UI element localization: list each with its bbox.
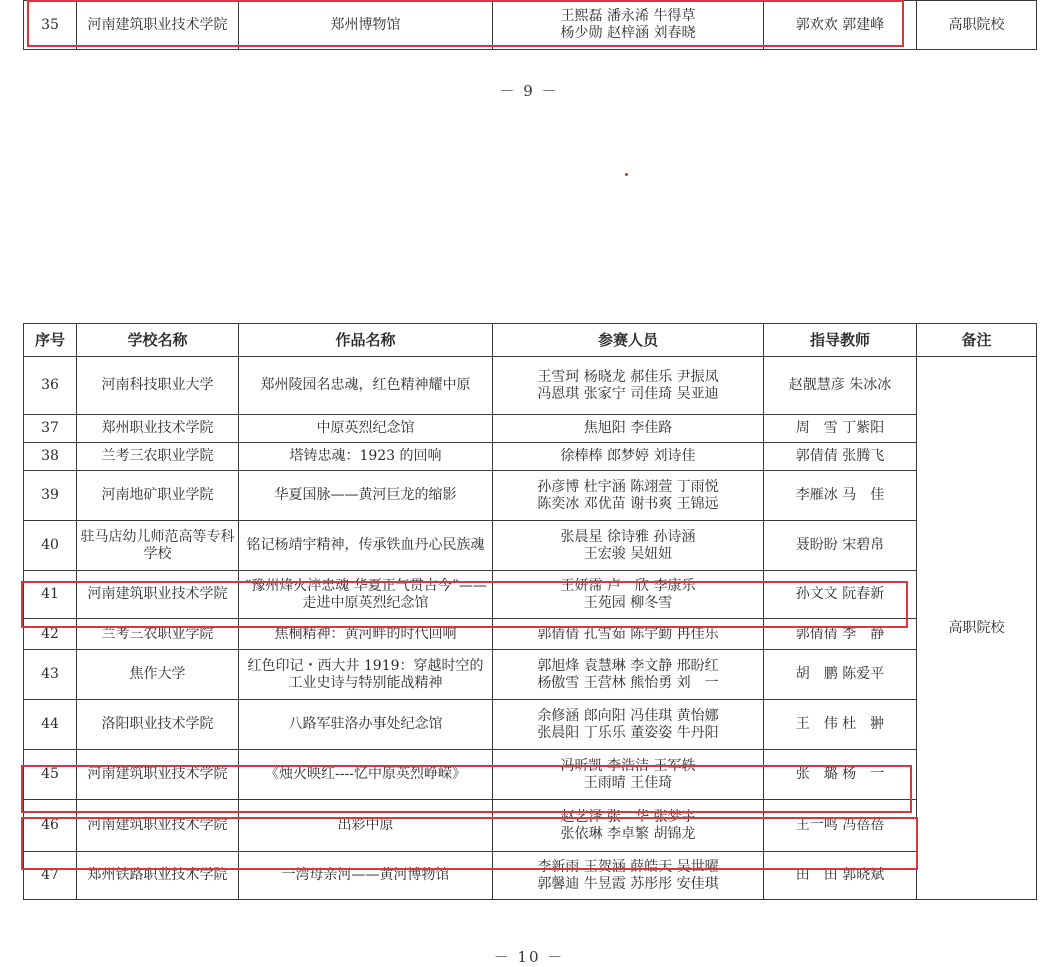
participants-line: 王宏骏 吴妞妞 [583, 545, 673, 562]
participants [493, 650, 764, 700]
school-name: 河南科技职业大学 [77, 357, 239, 415]
work-title: 《烛火映红----忆中原英烈峥嵘》 [239, 750, 493, 800]
page-number: － 10 － [493, 948, 565, 966]
header-participants: 参赛人员 [493, 324, 764, 357]
participants-line: 杨傲雪 王营林 熊怡勇 刘 一 [537, 674, 719, 691]
participants [493, 700, 764, 750]
school-name: 兰考三农职业学院 [77, 443, 239, 471]
instructors: 聂盼盼 宋碧帛 [764, 521, 917, 571]
header-remark: 备注 [917, 324, 1037, 357]
participants-line: 王妍霈 卢 欣 李康乐 [560, 577, 696, 594]
table-row [24, 619, 1037, 650]
participants-line: 张依琳 李卓繁 胡锦龙 [560, 825, 696, 842]
participants [493, 415, 764, 443]
row-number: 43 [24, 650, 77, 700]
row-number: 38 [24, 443, 77, 471]
participants-line: 冯昕凯 李浩洁 王军轶 [560, 757, 696, 774]
page-number: － 9 － [499, 82, 559, 100]
instructors: 郭欢欢 郭建峰 [764, 1, 917, 50]
remark: 高职院校 [917, 1, 1037, 50]
instructors: 郭倩倩 李 静 [764, 619, 917, 650]
award-table [23, 323, 1037, 900]
remark: 高职院校 [917, 357, 1037, 900]
header-instructors: 指导教师 [764, 324, 917, 357]
participants [493, 571, 764, 619]
table-row [24, 750, 1037, 800]
work-title: 出彩中原 [239, 800, 493, 852]
school-name: 兰考三农职业学院 [77, 619, 239, 650]
table-row [24, 357, 1037, 415]
participants-line: 李新雨 王贺涵 薛皓天 吴世曜 [537, 858, 719, 875]
work-title: 中原英烈纪念馆 [239, 415, 493, 443]
row-number: 40 [24, 521, 77, 571]
work-title: 华夏国脉——黄河巨龙的缩影 [239, 471, 493, 521]
work-title: 塔铸忠魂：1923 的回响 [239, 443, 493, 471]
row-number: 46 [24, 800, 77, 852]
table-row [24, 800, 1037, 852]
participants-line: 郭馨迪 牛昱霞 苏彤彤 安佳琪 [537, 875, 719, 892]
school-name: 河南建筑职业技术学院 [77, 750, 239, 800]
row-number: 45 [24, 750, 77, 800]
participants-line: 赵艺泽 张 华 张梦宇 [560, 808, 696, 825]
instructors: 王一鸣 冯蓓蓓 [764, 800, 917, 852]
school-name: 驻马店幼儿师范高等专科学校 [77, 521, 239, 571]
instructors: 李雁冰 马 佳 [764, 471, 917, 521]
work-title: 郑州陵园名忠魂，红色精神耀中原 [239, 357, 493, 415]
work-title: 焦桐精神：黄河畔的时代回响 [239, 619, 493, 650]
row-number: 36 [24, 357, 77, 415]
participants-line: 余修涵 郎向阳 冯佳琪 黄怡娜 [537, 707, 719, 724]
participants [493, 443, 764, 471]
work-title: 八路军驻洛办事处纪念馆 [239, 700, 493, 750]
school-name: 河南建筑职业技术学院 [77, 1, 239, 50]
table-row [24, 415, 1037, 443]
row-number: 37 [24, 415, 77, 443]
previous-page-table [23, 0, 1037, 50]
school-name: 焦作大学 [77, 650, 239, 700]
participants [493, 1, 764, 50]
table-row [24, 471, 1037, 521]
participants [493, 750, 764, 800]
work-title: 一湾母亲河——黄河博物馆 [239, 852, 493, 900]
participants-line: 王熙磊 潘永浠 牛得草 [560, 8, 696, 24]
row-number: 42 [24, 619, 77, 650]
participants [493, 357, 764, 415]
header-number: 序号 [24, 324, 77, 357]
participants-line: 王苑园 柳冬雪 [583, 594, 673, 611]
participants-line: 王雪珂 杨晓龙 郝佳乐 尹振凤 [537, 368, 719, 385]
table-row [24, 571, 1037, 619]
participants-line: 王雨晴 王佳琦 [583, 774, 673, 791]
work-title: 铭记杨靖宇精神，传承铁血丹心民族魂 [239, 521, 493, 571]
row-number: 47 [24, 852, 77, 900]
row-number: 44 [24, 700, 77, 750]
participants [493, 471, 764, 521]
participants [493, 800, 764, 852]
table-row [24, 700, 1037, 750]
instructors: 田 田 郭晓斌 [764, 852, 917, 900]
table-row [24, 650, 1037, 700]
participants-line: 郭旭烽 袁慧琳 李文静 邢盼红 [537, 657, 719, 674]
participants-line: 郭倩倩 孔雪茹 陈宇勤 冉佳乐 [537, 625, 719, 642]
participants-line: 焦旭阳 李佳路 [583, 420, 673, 436]
instructors: 孙文文 阮春新 [764, 571, 917, 619]
row-number: 35 [24, 1, 77, 50]
instructors: 胡 鹏 陈爱平 [764, 650, 917, 700]
school-name: 河南建筑职业技术学院 [77, 800, 239, 852]
participants [493, 521, 764, 571]
participants [493, 619, 764, 650]
participants-line: 孙彦博 杜宇涵 陈翊萱 丁雨悦 [537, 478, 719, 495]
participants-line: 张晨星 徐诗雅 孙诗涵 [560, 528, 696, 545]
instructors: 王 伟 杜 翀 [764, 700, 917, 750]
school-name: 郑州职业技术学院 [77, 415, 239, 443]
instructors: 周 雪 丁紫阳 [764, 415, 917, 443]
header-school: 学校名称 [77, 324, 239, 357]
participants-line: 陈奕冰 邓优苗 谢书爽 王锦远 [537, 495, 719, 512]
header-work: 作品名称 [239, 324, 493, 357]
instructors: 郭倩倩 张腾飞 [764, 443, 917, 471]
table-row [24, 852, 1037, 900]
row-number: 39 [24, 471, 77, 521]
participants-line: 徐棒棒 郎梦婷 刘诗佳 [560, 448, 696, 464]
participants-line: 杨少勋 赵梓涵 刘春晓 [560, 25, 696, 41]
red-dot-mark [625, 173, 628, 176]
participants-line: 冯恩琪 张家宁 司佳琦 吴亚迪 [537, 385, 719, 402]
table-row [24, 521, 1037, 571]
school-name: 郑州铁路职业技术学院 [77, 852, 239, 900]
row-number: 41 [24, 571, 77, 619]
table-row [24, 443, 1037, 471]
instructors: 赵靓慧彦 朱冰冰 [764, 357, 917, 415]
instructors: 张 璐 杨 一 [764, 750, 917, 800]
school-name: 河南地矿职业学院 [77, 471, 239, 521]
work-title: “豫州烽火淬忠魂 华夏正气贯古今”——走进中原英烈纪念馆 [239, 571, 493, 619]
participants [493, 852, 764, 900]
participants-line: 张晨阳 丁乐乐 董姿姿 牛丹阳 [537, 724, 719, 741]
work-title: 红色印记・西大井 1919：穿越时空的工业史诗与特别能战精神 [239, 650, 493, 700]
school-name: 洛阳职业技术学院 [77, 700, 239, 750]
work-title: 郑州博物馆 [239, 1, 493, 50]
table-row [24, 1, 1037, 50]
school-name: 河南建筑职业技术学院 [77, 571, 239, 619]
table-header-row [24, 324, 1037, 357]
